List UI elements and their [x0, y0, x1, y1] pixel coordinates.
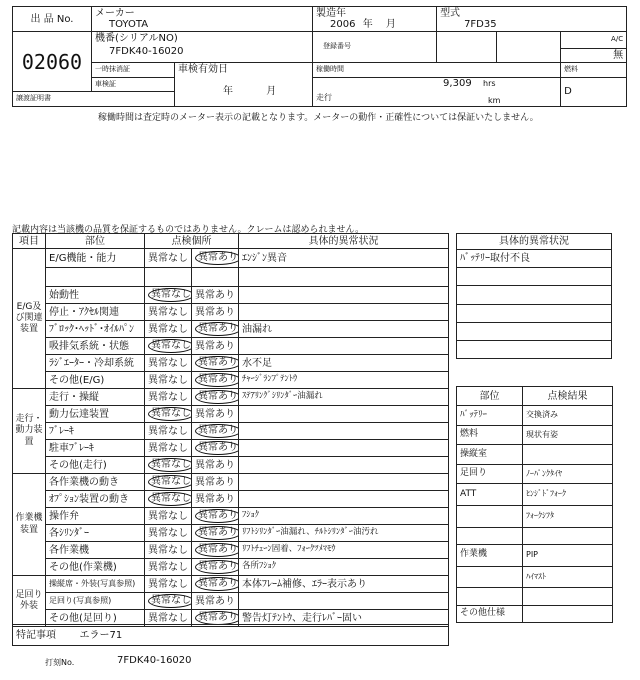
normal-label: 異常なし — [148, 527, 188, 539]
detail-cell — [239, 304, 449, 321]
part-cell: 走行・操縦 — [46, 389, 145, 406]
unselected-mark — [148, 324, 188, 335]
check-abnormal — [192, 372, 239, 389]
col-rb-result: 点検結果 — [523, 387, 613, 406]
unselected-mark — [148, 375, 188, 386]
result-part-cell: 作業機 — [457, 545, 523, 567]
detail-cell: ﾁｬｰｼﾞﾗﾝﾌﾟﾃﾝﾄｳ — [239, 372, 449, 389]
unselected-mark — [148, 426, 188, 437]
normal-label: 異常なし — [148, 252, 188, 264]
selected-mark — [195, 441, 239, 455]
check-normal — [145, 423, 192, 440]
detail-cell — [239, 423, 449, 440]
table-row — [13, 593, 449, 610]
inspection-label: 車検有効日 — [178, 64, 228, 76]
check-abnormal — [192, 593, 239, 610]
unselected-mark — [195, 460, 235, 471]
result-value-cell: ﾉｰﾊﾟﾝｸﾀｲﾔ — [523, 464, 613, 483]
part-cell: E/G機能・能力 — [46, 249, 145, 268]
check-normal — [145, 542, 192, 559]
normal-label: 異常なし — [148, 391, 188, 403]
table-row — [457, 464, 613, 483]
table-row — [457, 484, 613, 506]
check-normal — [145, 474, 192, 491]
table-row — [13, 355, 449, 372]
normal-label: 異常なし — [148, 578, 188, 590]
unselected-mark — [148, 392, 188, 403]
detail-cell: ﾌｼｮｸ — [239, 508, 449, 525]
unselected-mark — [195, 596, 235, 607]
year-label: 製造年 — [316, 8, 347, 19]
unselected-mark — [195, 341, 235, 352]
check-abnormal — [192, 355, 239, 372]
unselected-mark — [195, 409, 235, 420]
check-abnormal — [192, 491, 239, 508]
normal-label: 異常なし — [151, 289, 191, 300]
result-value-cell: ﾋﾝｼﾞﾄﾞﾌｫｰｸ — [523, 484, 613, 506]
section-label: E/G及び関連装置 — [13, 249, 46, 389]
detail-cell — [239, 491, 449, 508]
header-table — [12, 6, 627, 107]
table-row — [13, 304, 449, 321]
cert3-label: 譲渡証明書 — [13, 92, 175, 107]
table-row — [13, 406, 449, 423]
result-value-cell: 交換済み — [523, 406, 613, 425]
header-note: 稼働時間は査定時のメーター表示の記載となります。メーターの動作・正確性については保証いたしません。 — [98, 113, 539, 123]
result-value-cell — [523, 605, 613, 622]
table-row — [13, 508, 449, 525]
normal-label: 異常なし — [148, 561, 188, 573]
abnormal-label: 異常あり — [198, 252, 238, 263]
result-part-cell: 操縦室 — [457, 445, 523, 464]
table-row — [457, 445, 613, 464]
normal-label: 異常なし — [148, 306, 188, 318]
result-part-cell: ﾊﾞｯﾃﾘｰ — [457, 406, 523, 425]
abnormal-detail-cell — [457, 304, 612, 322]
table-row — [457, 545, 613, 567]
fuel-label: 燃料 — [561, 63, 627, 78]
fuel-value: D — [561, 77, 627, 106]
detail-cell: 水不足 — [239, 355, 449, 372]
part-cell: 各ｼﾘﾝﾀﾞｰ — [46, 525, 145, 542]
result-value-cell: ﾊｲﾏｽﾄ — [523, 566, 613, 588]
col-rb-part: 部位 — [457, 387, 523, 406]
table-row — [13, 559, 449, 576]
part-cell: 各作業機の動き — [46, 474, 145, 491]
travel-label: 走行 — [316, 92, 333, 102]
table-row — [13, 338, 449, 355]
normal-label: 異常なし — [148, 425, 188, 437]
check-abnormal — [192, 474, 239, 491]
year-cell — [313, 7, 437, 32]
col-detail: 具体的異常状況 — [239, 234, 449, 249]
table-row — [13, 576, 449, 593]
detail-cell: 各所ﾌｼｮｸ — [239, 559, 449, 576]
check-abnormal — [192, 576, 239, 593]
selected-mark — [195, 577, 239, 591]
header-blank-2 — [497, 32, 561, 63]
part-cell: 駐車ﾌﾞﾚｰｷ — [46, 440, 145, 457]
check-normal — [145, 338, 192, 355]
year-unit: 年 — [362, 19, 373, 30]
check-normal — [145, 268, 192, 287]
part-cell: その他(足回り) — [46, 610, 145, 627]
check-abnormal — [192, 406, 239, 423]
table-row — [13, 474, 449, 491]
normal-label: 異常なし — [148, 323, 188, 335]
normal-label: 異常なし — [151, 459, 191, 470]
part-cell — [46, 268, 145, 287]
abnormal-label: 異常あり — [198, 442, 238, 453]
result-value-cell: PIP — [523, 545, 613, 567]
result-part-cell — [457, 506, 523, 528]
check-normal — [145, 491, 192, 508]
inspection-table — [12, 233, 449, 627]
abnormal-label: 異常あり — [198, 527, 238, 538]
col-check: 点検個所 — [145, 234, 239, 249]
hours-unit: hrs — [483, 78, 496, 88]
inspection-year-unit: 年 — [223, 86, 233, 98]
part-cell: 停止・ｱｸｾﾙ関連 — [46, 304, 145, 321]
abnormal-detail-cell: ﾊﾞｯﾃﾘｰ取付不良 — [457, 250, 612, 268]
normal-label: 異常なし — [151, 476, 191, 487]
check-abnormal — [192, 321, 239, 338]
model-value: 7FD35 — [464, 19, 497, 30]
check-abnormal — [192, 304, 239, 321]
check-abnormal — [192, 338, 239, 355]
normal-label: 異常なし — [148, 442, 188, 454]
detail-cell — [239, 268, 449, 287]
normal-label: 異常なし — [151, 340, 191, 351]
remarks-label: 特記事項 — [13, 625, 77, 646]
table-row — [13, 423, 449, 440]
cert1-label: 一時抹消証 — [92, 63, 175, 78]
check-normal — [145, 457, 192, 474]
selected-mark — [195, 390, 239, 404]
remarks-value: エラー71 — [77, 625, 449, 646]
unselected-mark — [195, 494, 235, 505]
header-blank-1 — [437, 32, 497, 63]
check-normal — [145, 559, 192, 576]
ac-value: 無 — [561, 48, 627, 63]
unselected-mark — [148, 443, 188, 454]
table-row — [457, 527, 613, 544]
selected-mark — [195, 424, 239, 438]
serial-cell — [92, 32, 313, 63]
abnormal-label: 異常あり — [195, 306, 235, 318]
year-value: 2006 — [330, 19, 356, 30]
check-normal — [145, 321, 192, 338]
abnormal-label: 異常あり — [198, 510, 238, 521]
selected-mark — [148, 339, 192, 353]
part-cell: その他(作業機) — [46, 559, 145, 576]
table-row — [13, 287, 449, 304]
abnormal-label: 異常あり — [195, 289, 235, 301]
normal-label: 異常なし — [151, 595, 191, 606]
check-abnormal — [192, 249, 239, 268]
abnormal-label: 異常あり — [195, 493, 235, 505]
table-row — [457, 250, 612, 268]
check-abnormal — [192, 508, 239, 525]
table-row — [457, 588, 613, 605]
detail-cell: ﾘﾌﾄﾁｪｰﾝ固着、ﾌｫｰｸﾂﾒﾏﾓｳ — [239, 542, 449, 559]
lot-no-value: 02060 — [13, 32, 92, 92]
check-abnormal — [192, 457, 239, 474]
result-value-cell: 現状有姿 — [523, 425, 613, 444]
normal-label: 異常なし — [148, 357, 188, 369]
detail-cell: ｽﾃｱﾘﾝｸﾞｼﾘﾝﾀﾞｰ油漏れ — [239, 389, 449, 406]
part-cell: 操作弁 — [46, 508, 145, 525]
check-abnormal — [192, 542, 239, 559]
check-normal — [145, 525, 192, 542]
table-row — [13, 491, 449, 508]
table-row — [457, 340, 612, 358]
result-value-cell — [523, 588, 613, 605]
detail-cell: ｴﾝｼﾞﾝ異音 — [239, 249, 449, 268]
section-label: 足回り外装 — [13, 576, 46, 627]
selected-mark — [195, 373, 239, 387]
maker-cell — [92, 7, 313, 32]
normal-label: 異常なし — [151, 408, 191, 419]
abnormal-detail-cell — [457, 322, 612, 340]
unselected-mark — [148, 562, 188, 573]
table-row — [457, 566, 613, 588]
selected-mark — [195, 322, 239, 336]
table-row — [457, 425, 613, 444]
normal-label: 異常なし — [148, 374, 188, 386]
abnormal-label: 異常あり — [198, 357, 238, 368]
detail-cell — [239, 287, 449, 304]
check-normal — [145, 287, 192, 304]
abnormal-label: 異常あり — [195, 476, 235, 488]
part-cell: その他(E/G) — [46, 372, 145, 389]
detail-cell — [239, 406, 449, 423]
lot-no-label: 出 品 No. — [13, 7, 92, 32]
detail-cell — [239, 457, 449, 474]
unselected-mark — [148, 307, 188, 318]
abnormal-label: 異常あり — [198, 391, 238, 402]
table-row — [13, 542, 449, 559]
abnormal-label: 異常あり — [198, 612, 238, 623]
abnormal-label: 異常あり — [198, 578, 238, 589]
selected-mark — [195, 356, 239, 370]
unselected-mark — [148, 545, 188, 556]
check-normal — [145, 440, 192, 457]
abnormal-label: 異常あり — [198, 425, 238, 436]
check-abnormal — [192, 525, 239, 542]
part-cell: 各作業機 — [46, 542, 145, 559]
col-item: 項目 — [13, 234, 46, 249]
stamp-label: 打刻No. — [45, 658, 75, 667]
selected-mark — [148, 288, 192, 302]
unselected-mark — [195, 307, 235, 318]
cert2-label: 車検証 — [92, 77, 175, 92]
table-row — [457, 506, 613, 528]
maker-label: メーカー — [95, 8, 135, 19]
reg-label: 登録番号 — [313, 32, 437, 63]
result-part-cell — [457, 527, 523, 544]
abnormal-label: 異常あり — [198, 544, 238, 555]
result-part-cell: その他仕様 — [457, 605, 523, 622]
selected-mark — [195, 509, 239, 523]
part-cell: ﾗｼﾞｴｰﾀｰ・冷却系統 — [46, 355, 145, 372]
part-cell: その他(走行) — [46, 457, 145, 474]
check-normal — [145, 355, 192, 372]
model-label: 型式 — [440, 8, 461, 19]
check-normal — [145, 372, 192, 389]
section-label: 作業機装置 — [13, 474, 46, 576]
check-normal — [145, 576, 192, 593]
inspection-month-unit: 月 — [266, 86, 277, 98]
check-normal — [145, 389, 192, 406]
hours-travel-cell — [313, 77, 561, 106]
unselected-mark — [195, 290, 235, 301]
result-part-cell: ATT — [457, 484, 523, 506]
check-normal — [145, 406, 192, 423]
abnormal-label: 異常あり — [195, 340, 235, 352]
table-row — [13, 372, 449, 389]
selected-mark — [148, 492, 192, 506]
abnormal-label: 異常あり — [198, 374, 238, 385]
unselected-mark — [195, 477, 235, 488]
result-value-cell — [523, 445, 613, 464]
abnormal-detail-cell — [457, 340, 612, 358]
selected-mark — [195, 526, 239, 540]
check-abnormal — [192, 389, 239, 406]
part-cell: 動力伝達装置 — [46, 406, 145, 423]
detail-cell — [239, 338, 449, 355]
hours-value: 9,309 — [443, 77, 472, 89]
table-row — [457, 605, 613, 622]
check-abnormal — [192, 559, 239, 576]
selected-mark — [148, 475, 192, 489]
disclaimer: 記載内容は当該機の品質を保証するものではありません。クレームは認められません。 — [12, 225, 365, 235]
check-result-table — [456, 386, 613, 623]
unselected-mark — [148, 253, 188, 264]
serial-value: 7FDK40-16020 — [109, 46, 184, 57]
month-unit: 月 — [385, 19, 396, 30]
abnormal-label: 異常あり — [195, 595, 235, 607]
result-value-cell: ﾌｫｰｸｼﾌﾀ — [523, 506, 613, 528]
hours-label: 稼働時間 — [313, 63, 561, 78]
table-row — [457, 304, 612, 322]
check-abnormal — [192, 268, 239, 287]
selected-mark — [195, 560, 239, 574]
abnormal-label: 異常あり — [198, 561, 238, 572]
unselected-mark — [148, 579, 188, 590]
part-cell: 足回り(写真参照) — [46, 593, 145, 610]
abnormal-label: 異常あり — [195, 408, 235, 420]
table-row — [13, 321, 449, 338]
abnormal-label: 異常あり — [198, 323, 238, 334]
table-row — [457, 286, 612, 304]
model-cell — [437, 7, 627, 32]
ac-label: A/C — [561, 32, 627, 49]
detail-cell: 警告灯ﾃﾝﾄｳ、走行ﾚﾊﾞｰ固い — [239, 610, 449, 627]
part-cell: 操縦席・外装(写真参照) — [46, 576, 145, 593]
check-abnormal — [192, 423, 239, 440]
section-label: 走行・動力装置 — [13, 389, 46, 474]
inspection-cell — [175, 63, 313, 107]
check-normal — [145, 304, 192, 321]
unselected-mark — [148, 613, 188, 624]
abnormal-detail-cell — [457, 286, 612, 304]
normal-label: 異常なし — [148, 612, 188, 624]
selected-mark — [195, 251, 239, 265]
unselected-mark — [148, 511, 188, 522]
check-abnormal — [192, 440, 239, 457]
detail-cell — [239, 593, 449, 610]
part-cell: ﾌﾞﾛｯｸ･ﾍｯﾄﾞ･ｵｲﾙﾊﾟﾝ — [46, 321, 145, 338]
table-row — [13, 249, 449, 268]
col-part: 部位 — [46, 234, 145, 249]
check-normal — [145, 593, 192, 610]
check-normal — [145, 249, 192, 268]
abnormal-detail-table — [456, 233, 612, 359]
part-cell: 始動性 — [46, 287, 145, 304]
table-row — [457, 322, 612, 340]
selected-mark — [148, 594, 192, 608]
normal-label: 異常なし — [151, 493, 191, 504]
result-part-cell — [457, 588, 523, 605]
table-row — [13, 525, 449, 542]
result-value-cell — [523, 527, 613, 544]
detail-cell — [239, 440, 449, 457]
normal-label: 異常なし — [148, 510, 188, 522]
maker-value: TOYOTA — [109, 19, 149, 30]
selected-mark — [195, 543, 239, 557]
check-abnormal — [192, 287, 239, 304]
normal-label: 異常なし — [148, 544, 188, 556]
abnormal-detail-cell — [457, 268, 612, 286]
part-cell: ｵﾌﾟｼｮﾝ装置の動き — [46, 491, 145, 508]
result-part-cell: 足回り — [457, 464, 523, 483]
detail-cell: ﾘﾌﾄｼﾘﾝﾀﾞｰ油漏れ、ﾁﾙﾄｼﾘﾝﾀﾞｰ油汚れ — [239, 525, 449, 542]
right-top-header: 具体的異常状況 — [457, 234, 612, 250]
result-part-cell: 燃料 — [457, 425, 523, 444]
serial-label: 機番(シリアルNO) — [95, 33, 178, 44]
detail-cell — [239, 474, 449, 491]
result-part-cell — [457, 566, 523, 588]
table-row — [13, 268, 449, 287]
remarks-table — [12, 624, 449, 646]
unselected-mark — [148, 528, 188, 539]
stamp-value: 7FDK40-16020 — [117, 655, 192, 666]
selected-mark — [148, 458, 192, 472]
selected-mark — [148, 407, 192, 421]
detail-cell: 本体ﾌﾚｰﾑ補修、ｴﾗｰ表示あり — [239, 576, 449, 593]
unselected-mark — [148, 358, 188, 369]
abnormal-label: 異常あり — [195, 459, 235, 471]
table-row — [457, 406, 613, 425]
table-row — [13, 389, 449, 406]
table-row — [457, 268, 612, 286]
selected-mark — [195, 611, 239, 625]
part-cell: ﾌﾞﾚｰｷ — [46, 423, 145, 440]
part-cell: 吸排気系統・状態 — [46, 338, 145, 355]
table-row — [13, 440, 449, 457]
travel-unit: km — [488, 95, 501, 105]
check-normal — [145, 508, 192, 525]
detail-cell: 油漏れ — [239, 321, 449, 338]
table-row — [13, 457, 449, 474]
